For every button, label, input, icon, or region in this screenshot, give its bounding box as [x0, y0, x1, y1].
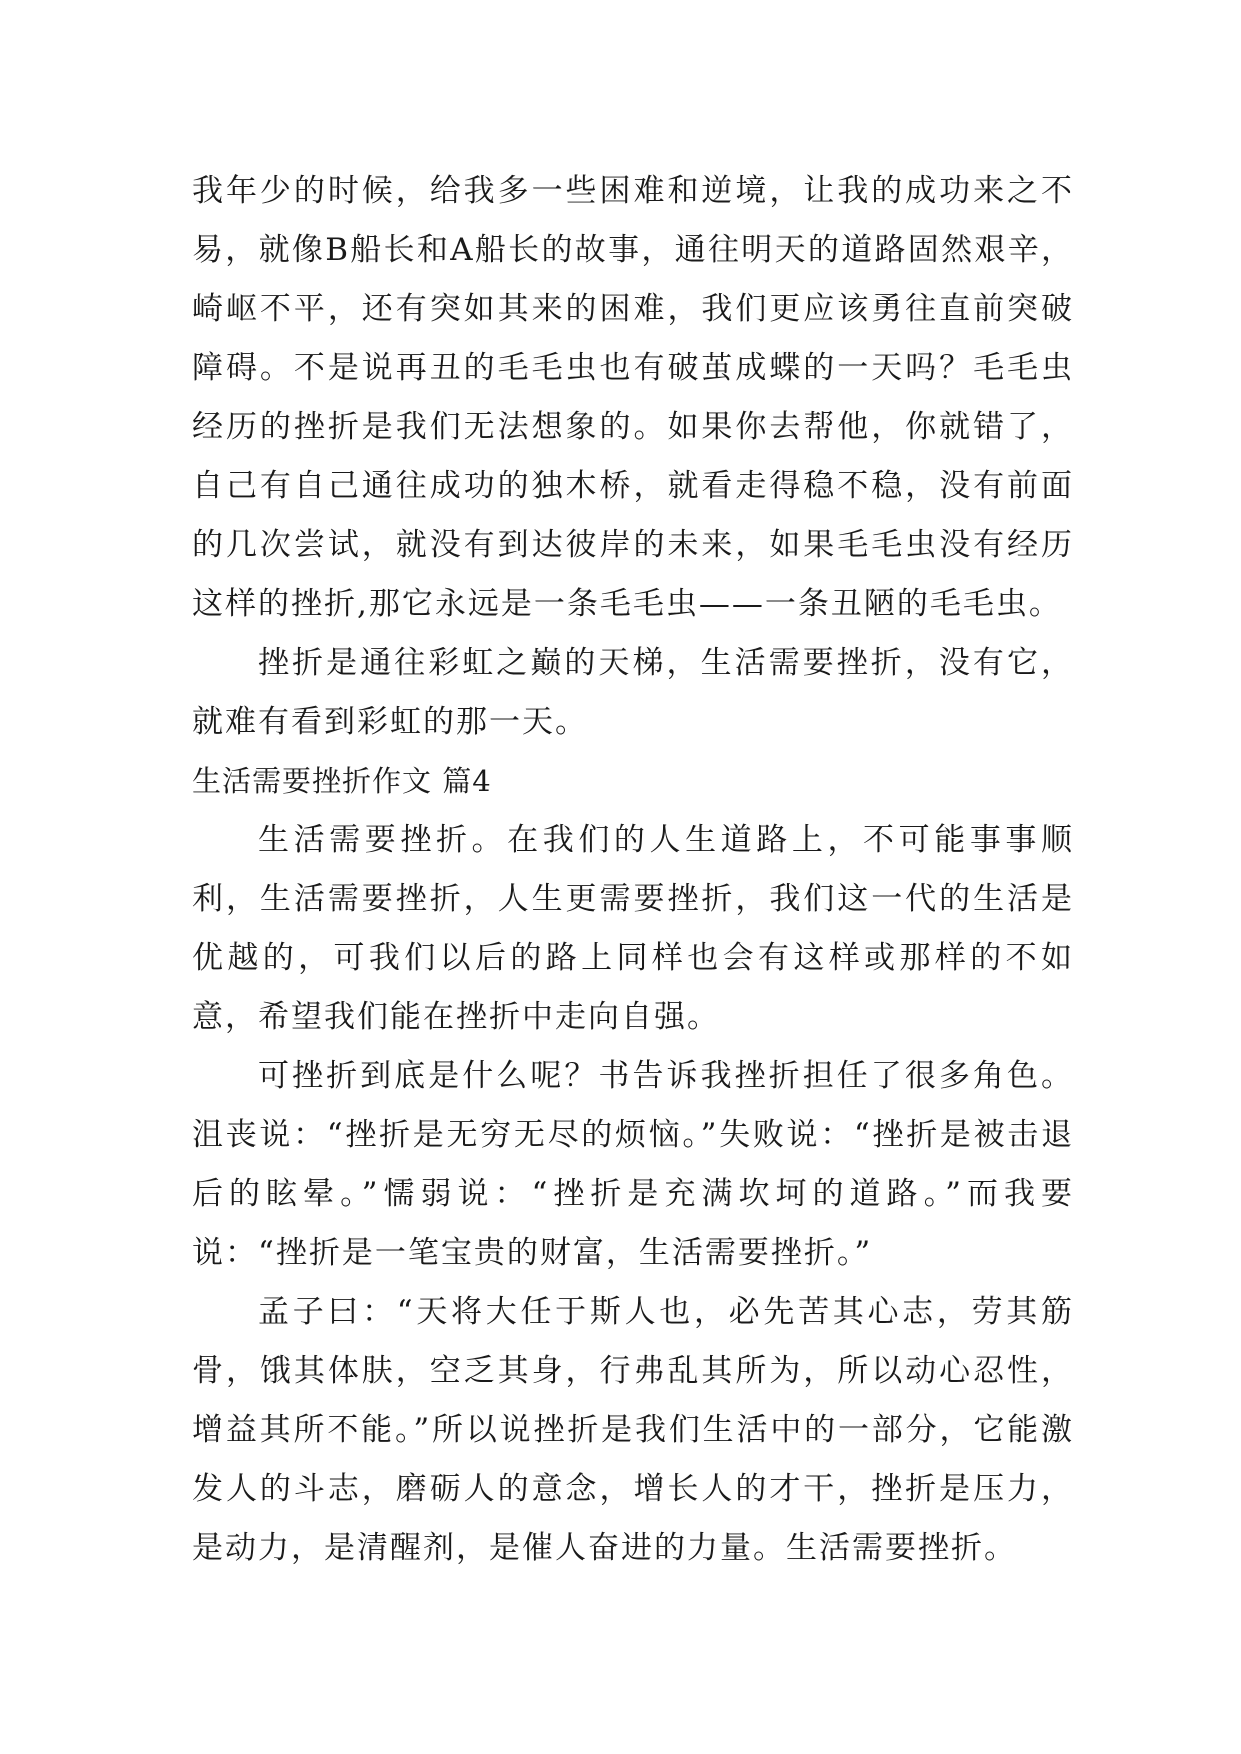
- paragraph-conclusion: 挫折是通往彩虹之巅的天梯，生活需要挫折，没有它，就难有看到彩虹的那一天。: [192, 645, 1074, 740]
- paragraph-mencius-quote: 孟子曰：“天将大任于斯人也，必先苦其心志，劳其筋骨，饿其体肤，空乏其身，行弗乱其所为，所以动心忍性，增益其所不能。”所以说挫折是我们生活中的一部分，它能激发人的斗志，磨砺人的意念，增长人的才干，挫折是压力，是动力，是清醒剂，是催人奋进的力量。生活需要挫折。: [192, 1294, 1074, 1566]
- section-heading: 生活需要挫折作文 篇4: [192, 764, 492, 798]
- paragraph-intro: 生活需要挫折。在我们的人生道路上，不可能事事顺利，生活需要挫折，人生更需要挫折，我们这一代的生活是优越的，可我们以后的路上同样也会有这样或那样的不如意，希望我们能在挫折中走向自强。: [192, 822, 1074, 1035]
- paragraph-what-is-setback: 可挫折到底是什么呢？书告诉我挫折担任了很多角色。沮丧说：“挫折是无穷无尽的烦恼。”失败说：“挫折是被击退后的眩晕。”懦弱说：“挫折是充满坎坷的道路。”而我要说：“挫折是一笔宝贵的财富，生活需要挫折。”: [192, 1058, 1074, 1271]
- paragraph-continued: 我年少的时候，给我多一些困难和逆境，让我的成功来之不易，就像B船长和A船长的故事，通往明天的道路固然艰辛，崎岖不平，还有突如其来的困难，我们更应该勇往直前突破障碍。不是说再丑的毛毛虫也有破茧成蝶的一天吗？毛毛虫经历的挫折是我们无法想象的。如果你去帮他，你就错了，自己有自己通往成功的独木桥，就看走得稳不稳，没有前面的几次尝试，就没有到达彼岸的未来，如果毛毛虫没有经历这样的挫折,那它永远是一条毛毛虫——一条丑陋的毛毛虫。: [192, 173, 1074, 622]
- document-body: [192, 162, 1074, 1578]
